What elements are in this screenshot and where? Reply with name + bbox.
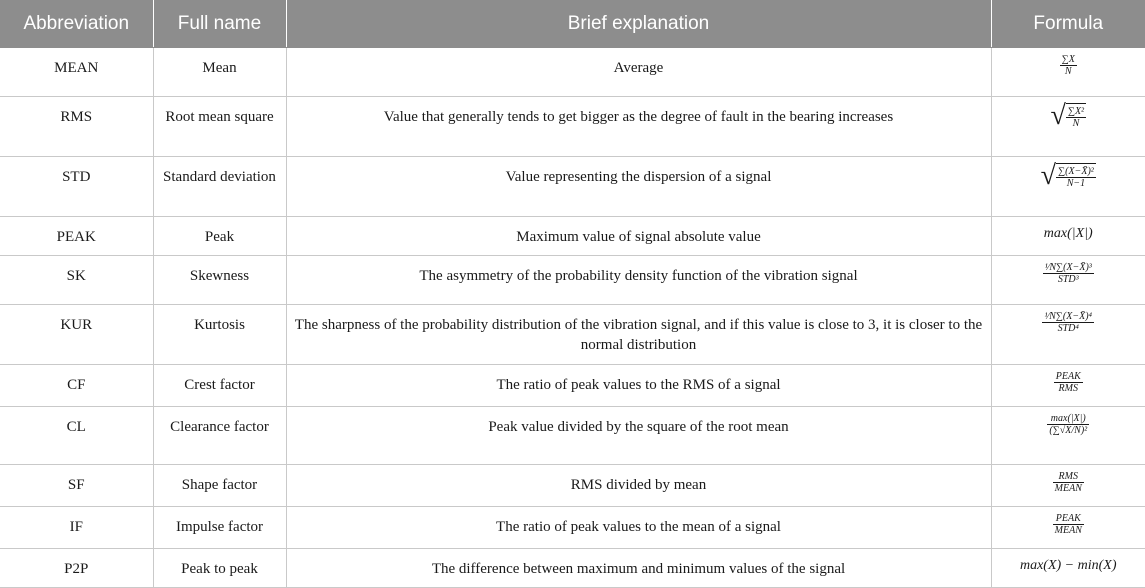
cell-formula: $\frac{\sum X}{N}$ xyxy=(991,48,1145,97)
cell-abbreviation: SF xyxy=(0,465,153,507)
cell-abbreviation: IF xyxy=(0,507,153,549)
cell-full-name: Mean xyxy=(153,48,286,97)
cell-full-name: Shape factor xyxy=(153,465,286,507)
table-row xyxy=(0,217,1145,256)
cell-explanation: Value that generally tends to get bigger as the degree of fault in the bearing increases xyxy=(286,97,991,157)
table-row xyxy=(0,549,1145,588)
cell-explanation: Value representing the dispersion of a signal xyxy=(286,157,991,217)
cell-formula: $\frac{\text{¹⁄N∑(X−X̄)⁴}}{\text{STD⁴}}$ xyxy=(991,305,1145,365)
cell-formula: √ $\frac{\text{∑(X−X̄)²}}{N-1}$ xyxy=(991,157,1145,217)
table-row xyxy=(0,97,1145,157)
cell-abbreviation: MEAN xyxy=(0,48,153,97)
table-row xyxy=(0,256,1145,305)
table-row xyxy=(0,157,1145,217)
cell-full-name: Clearance factor xyxy=(153,407,286,465)
cell-abbreviation: CL xyxy=(0,407,153,465)
formula-text: max(X) − min(X) xyxy=(1019,558,1117,573)
cell-abbreviation: STD xyxy=(0,157,153,217)
cell-formula: √ $\frac{\text{∑X²}}{N}$ xyxy=(991,97,1145,157)
cell-abbreviation: SK xyxy=(0,256,153,305)
cell-full-name: Skewness xyxy=(153,256,286,305)
header-row xyxy=(0,0,1145,48)
cell-formula xyxy=(991,217,1145,256)
cell-explanation: Average xyxy=(286,48,991,97)
cell-explanation: The sharpness of the probability distribution of the vibration signal, and if this value is close to 3, it is closer to the normal distribution xyxy=(286,305,991,365)
table-row xyxy=(0,465,1145,507)
cell-abbreviation: P2P xyxy=(0,549,153,588)
cell-full-name: Peak to peak xyxy=(153,549,286,588)
cell-formula: $\frac{\text{RMS}}{\text{MEAN}}$ xyxy=(991,465,1145,507)
cell-abbreviation: RMS xyxy=(0,97,153,157)
cell-formula: $\frac{\max(|X|)}{\text{(∑√X/N)²}}$ xyxy=(991,407,1145,465)
cell-full-name: Kurtosis xyxy=(153,305,286,365)
header-abbreviation: Abbreviation xyxy=(0,0,153,48)
cell-explanation: The ratio of peak values to the RMS of a signal xyxy=(286,365,991,407)
table-row xyxy=(0,407,1145,465)
cell-full-name: Impulse factor xyxy=(153,507,286,549)
cell-abbreviation: CF xyxy=(0,365,153,407)
table-row xyxy=(0,48,1145,97)
cell-explanation: The asymmetry of the probability density function of the vibration signal xyxy=(286,256,991,305)
cell-full-name: Root mean square xyxy=(153,97,286,157)
cell-abbreviation: KUR xyxy=(0,305,153,365)
cell-explanation: The ratio of peak values to the mean of a signal xyxy=(286,507,991,549)
cell-explanation: Peak value divided by the square of the root mean xyxy=(286,407,991,465)
table-row xyxy=(0,507,1145,549)
cell-formula: $\frac{\text{PEAK}}{\text{MEAN}}$ xyxy=(991,507,1145,549)
cell-full-name: Standard deviation xyxy=(153,157,286,217)
table-row xyxy=(0,365,1145,407)
cell-formula xyxy=(991,549,1145,588)
cell-explanation: The difference between maximum and minimum values of the signal xyxy=(286,549,991,588)
cell-formula: $\frac{\text{PEAK}}{\text{RMS}}$ xyxy=(991,365,1145,407)
formula-text: max(|X|) xyxy=(1043,226,1093,241)
cell-explanation: Maximum value of signal absolute value xyxy=(286,217,991,256)
cell-full-name: Crest factor xyxy=(153,365,286,407)
table-row xyxy=(0,305,1145,365)
header-full-name: Full name xyxy=(153,0,286,48)
cell-formula: $\frac{\text{¹⁄N∑(X−X̄)³}}{\text{STD³}}$ xyxy=(991,256,1145,305)
header-brief-explanation: Brief explanation xyxy=(286,0,991,48)
cell-explanation: RMS divided by mean xyxy=(286,465,991,507)
cell-abbreviation: PEAK xyxy=(0,217,153,256)
header-formula: Formula xyxy=(991,0,1145,48)
cell-full-name: Peak xyxy=(153,217,286,256)
